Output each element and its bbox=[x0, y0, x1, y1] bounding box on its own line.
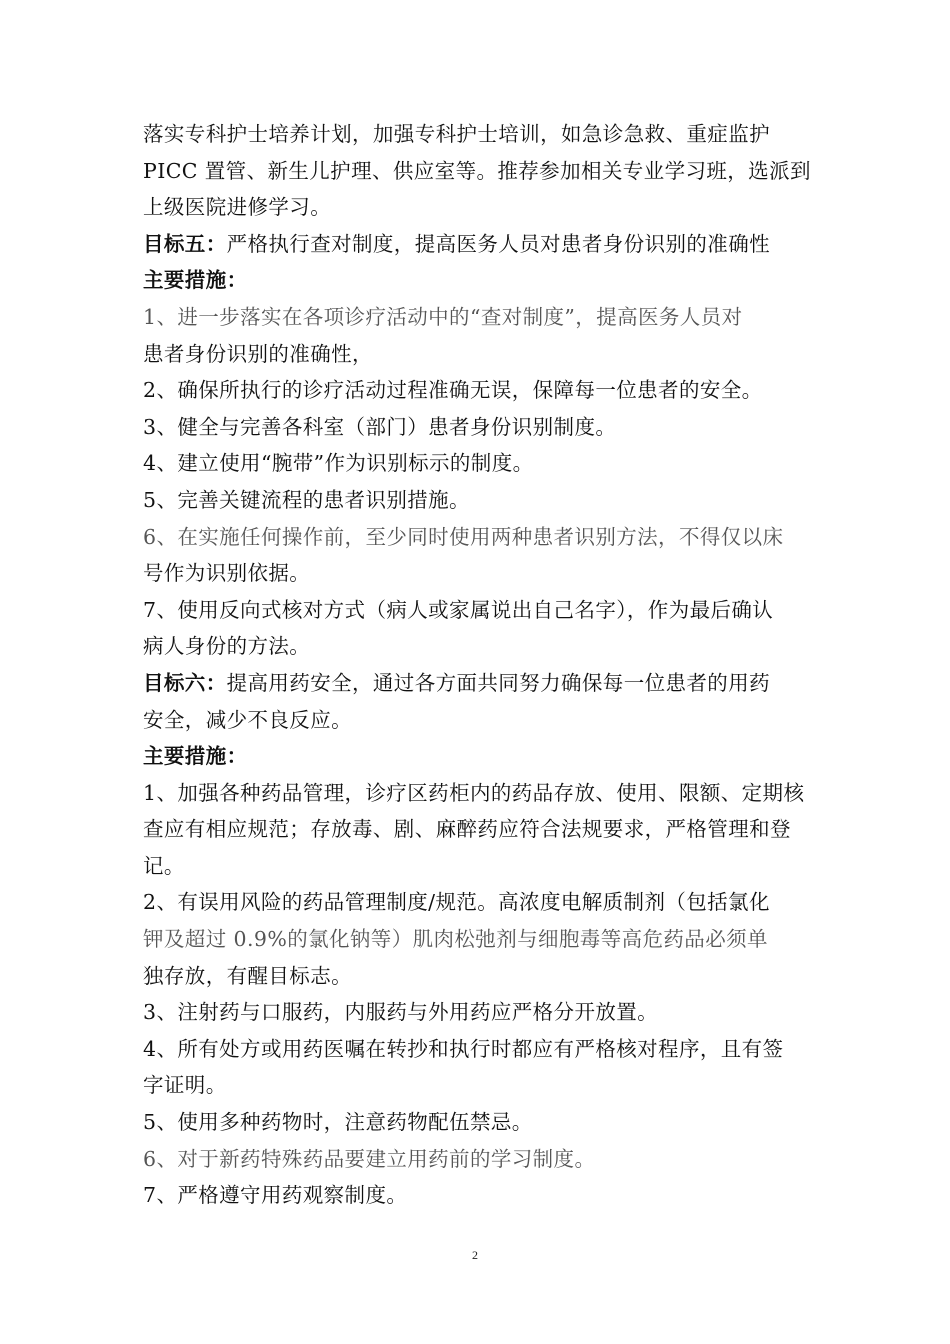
paragraph-line: 落实专科护士培养计划，加强专科护士培训，如急诊急救、重症监护 bbox=[143, 122, 770, 146]
list-item-continuation: 独存放，有醒目标志。 bbox=[143, 963, 352, 988]
list-item-continuation: 病人身份的方法。 bbox=[143, 634, 311, 659]
list-item: 5、完善关键流程的患者识别措施。 bbox=[143, 487, 470, 512]
paragraph-line: 上级医院进修学习。 bbox=[143, 195, 332, 220]
list-item: 5、使用多种药物时，注意药物配伍禁忌。 bbox=[143, 1110, 533, 1135]
measures-heading: 主要措施： bbox=[143, 744, 248, 769]
list-item: 1、加强各种药品管理，诊疗区药柜内的药品存放、使用、限额、定期核 bbox=[143, 780, 805, 805]
list-item: 2、有误用风险的药品管理制度/规范。高浓度电解质制剂（包括氯化 bbox=[143, 890, 770, 915]
list-item: 6、在实施任何操作前，至少同时使用两种患者识别方法，不得仅以床 bbox=[143, 524, 784, 549]
list-item-continuation: 钾及超过 0.9%的氯化钠等）肌肉松弛剂与细胞毒等高危药品必须单 bbox=[143, 927, 768, 952]
list-item: 4、所有处方或用药医嘱在转抄和执行时都应有严格核对程序，且有签 bbox=[143, 1036, 784, 1061]
list-item: 1、进一步落实在各项诊疗活动中的“查对制度”，提高医务人员对 bbox=[143, 304, 743, 329]
goal-heading bbox=[143, 226, 815, 263]
goal-heading bbox=[143, 665, 815, 702]
list-item-continuation: 查应有相应规范；存放毒、剧、麻醉药应符合法规要求，严格管理和登 bbox=[143, 817, 791, 842]
list-item-continuation: 患者身份识别的准确性， bbox=[143, 341, 373, 366]
list-item: 3、注射药与口服药，内服药与外用药应严格分开放置。 bbox=[143, 1000, 659, 1025]
list-item: 7、严格遵守用药观察制度。 bbox=[143, 1183, 408, 1208]
measures-heading: 主要措施： bbox=[143, 268, 248, 293]
document-body bbox=[143, 116, 815, 1214]
list-item-continuation: 号作为识别依据。 bbox=[143, 561, 311, 586]
list-item: 7、使用反向式核对方式（病人或家属说出自己名字），作为最后确认 bbox=[143, 597, 774, 622]
paragraph-line: PICC 置管、新生儿护理、供应室等。推荐参加相关专业学习班，选派到 bbox=[143, 158, 811, 183]
paragraph-line: 安全，减少不良反应。 bbox=[143, 707, 352, 732]
list-item: 6、对于新药特殊药品要建立用药前的学习制度。 bbox=[143, 1146, 596, 1171]
goal-label: 目标六： bbox=[143, 670, 227, 695]
list-item: 4、建立使用“腕带”作为识别标示的制度。 bbox=[143, 451, 534, 476]
goal-text: 提高用药安全，通过各方面共同努力确保每一位患者的用药 bbox=[226, 670, 771, 695]
goal-label: 目标五： bbox=[143, 231, 227, 256]
list-item: 2、确保所执行的诊疗活动过程准确无误，保障每一位患者的安全。 bbox=[143, 378, 763, 403]
list-item: 3、健全与完善各科室（部门）患者身份识别制度。 bbox=[143, 414, 617, 439]
goal-text: 严格执行查对制度，提高医务人员对患者身份识别的准确性 bbox=[226, 231, 771, 256]
list-item-continuation: 字证明。 bbox=[143, 1073, 227, 1098]
list-item-continuation: 记。 bbox=[143, 853, 185, 878]
page-number: 2 bbox=[472, 1248, 478, 1262]
